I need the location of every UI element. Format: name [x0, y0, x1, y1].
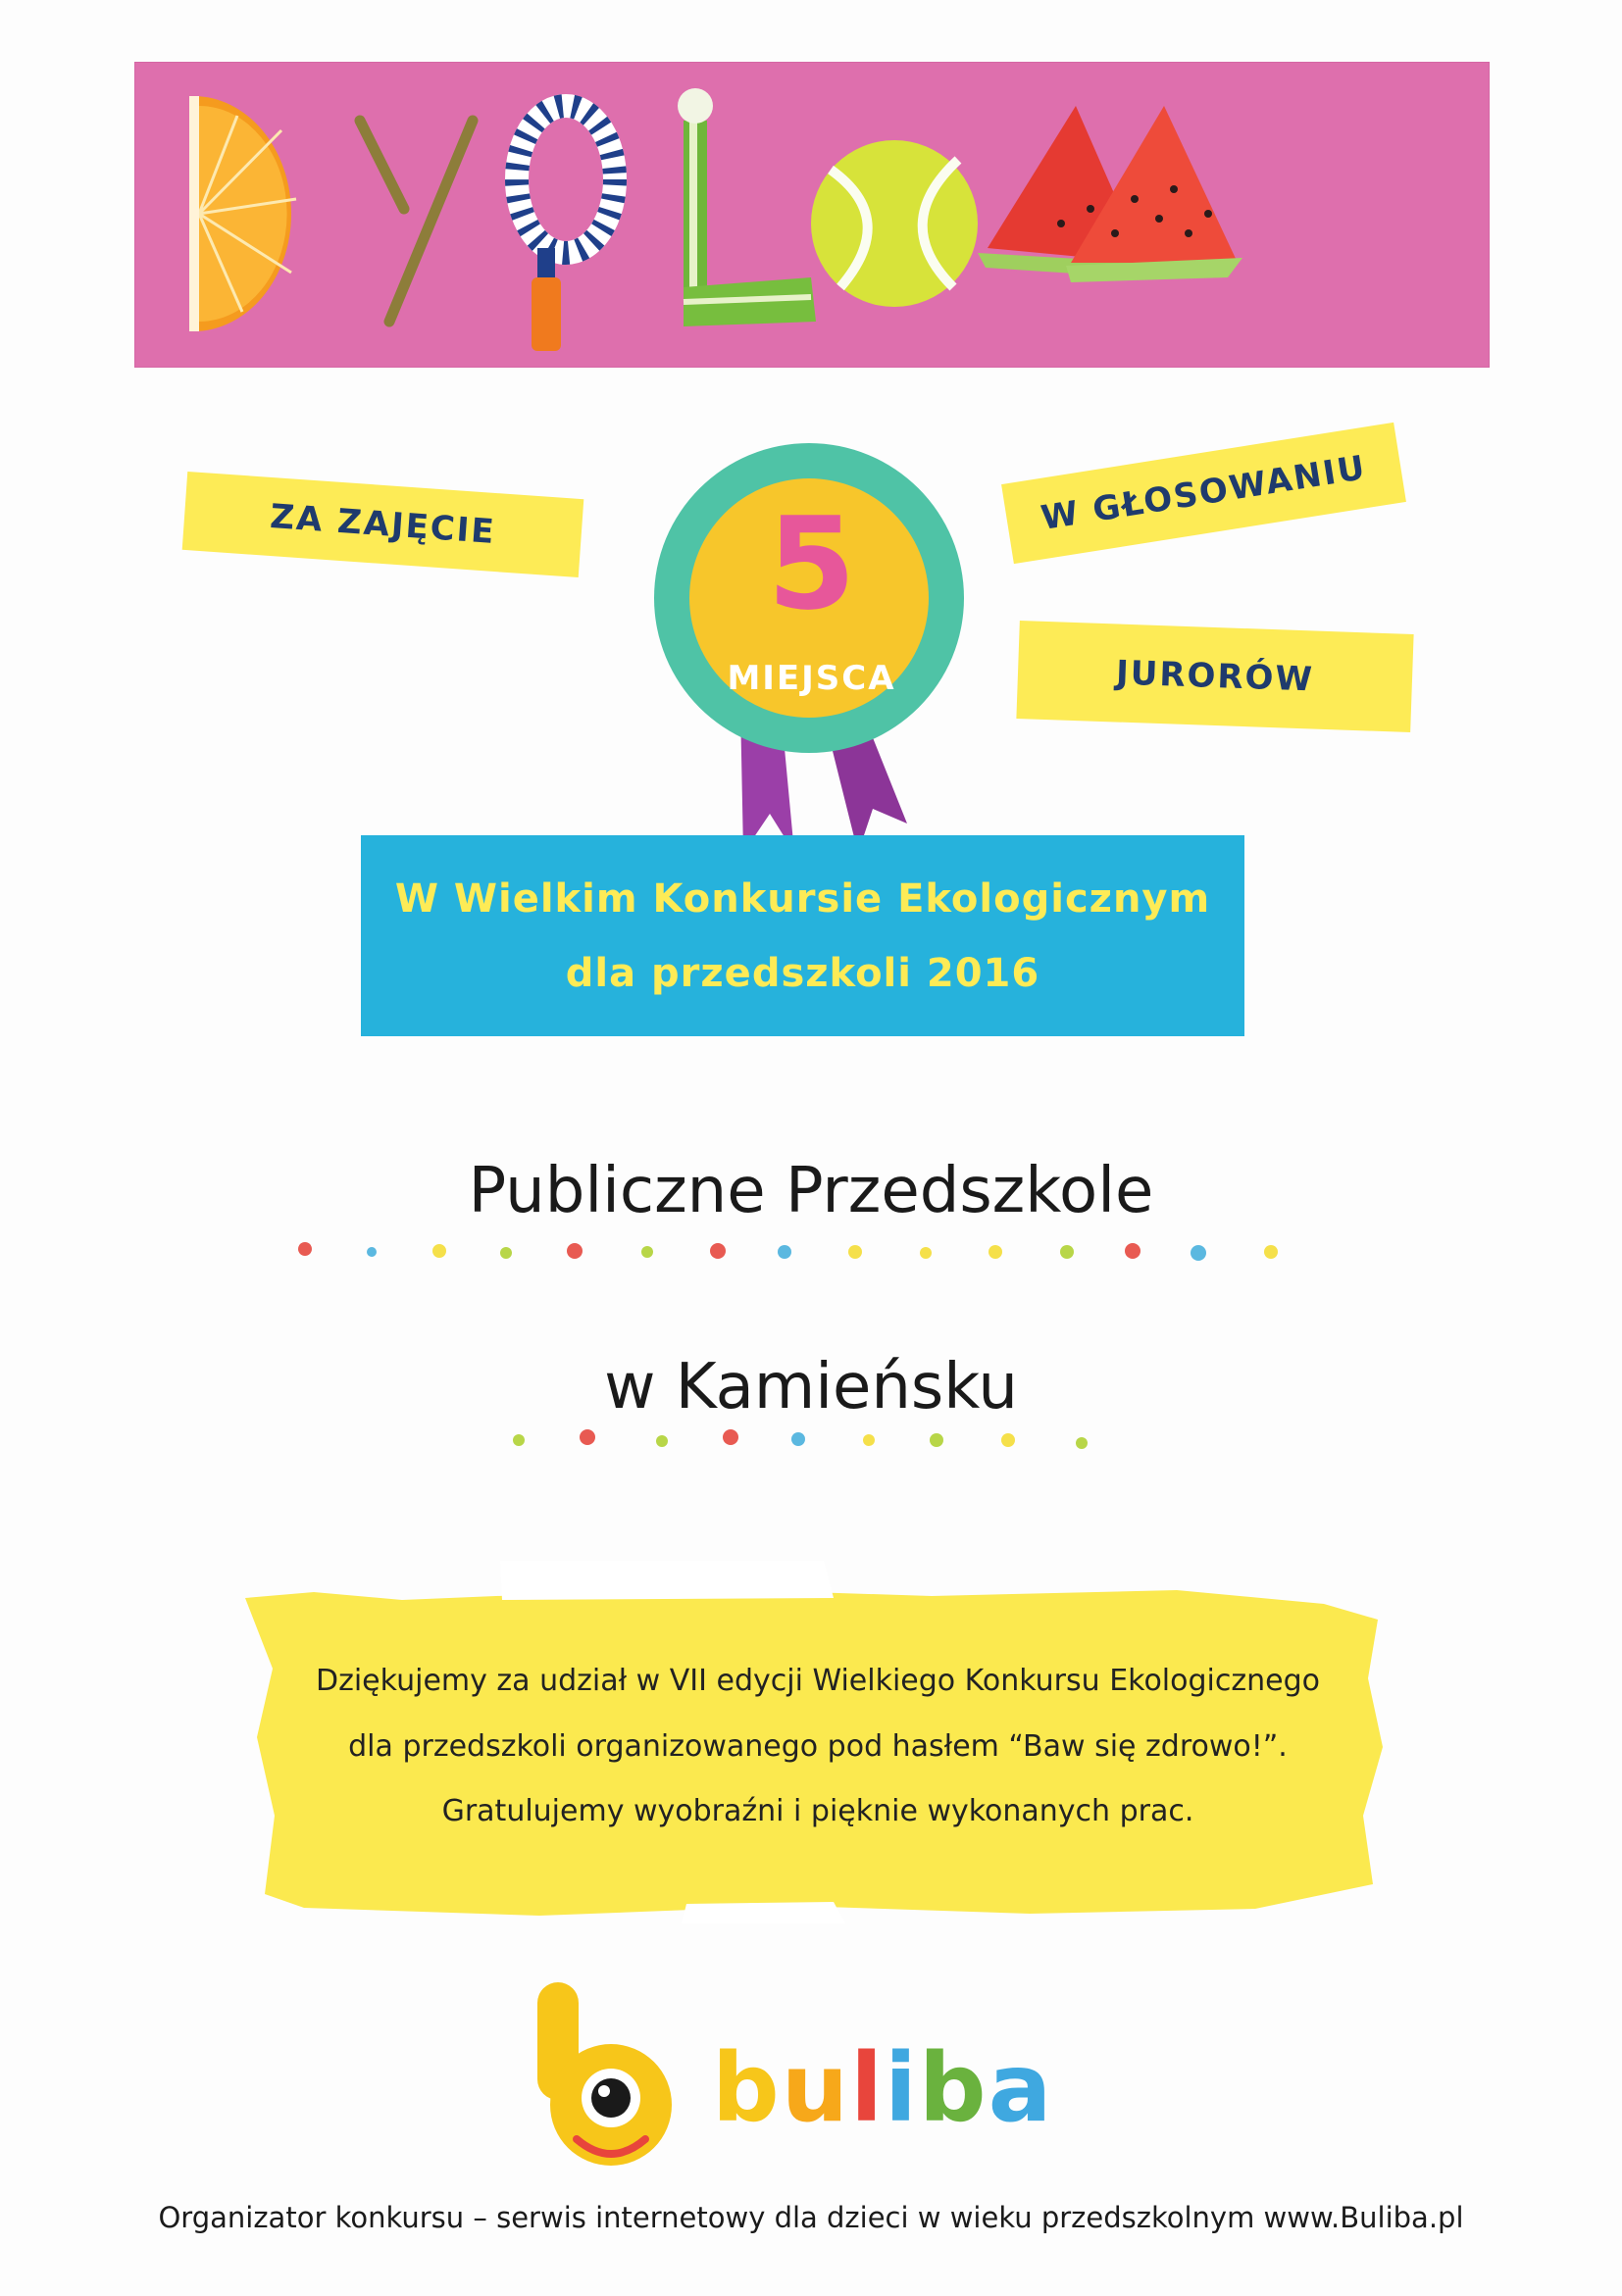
recipient-line-2: w Kamieńsku	[604, 1351, 1018, 1423]
buliba-logo	[537, 1982, 1087, 2169]
organizer-footer: Organizator konkursu – serwis internetowy dla dzieci w wieku przedszkolnym www.Buliba.pl	[158, 2201, 1464, 2234]
recipient-line-1: Publiczne Przedszkole	[468, 1155, 1154, 1227]
logo-letter: b	[918, 2033, 988, 2143]
place-caption: MIEJSCA	[727, 659, 896, 698]
logo-letter: a	[988, 2033, 1054, 2143]
logo-letter: u	[781, 2033, 851, 2143]
logo-letter: b	[712, 2033, 782, 2143]
logo-letter: l	[850, 2033, 885, 2143]
thanks-line-1: Dziękujemy za udział w VII edycji Wielkiego Konkursu Ekologicznego	[316, 1664, 1320, 1698]
contest-line-1: W Wielkim Konkursie Ekologicznym	[394, 876, 1211, 922]
label-w-glosowaniu: W GŁOSOWANIU	[1001, 423, 1406, 564]
thanks-line-3: Gratulujemy wyobraźni i pięknie wykonanych prac.	[441, 1794, 1194, 1828]
logo-letter: i	[884, 2033, 919, 2143]
contest-line-2: dla przedszkoli 2016	[565, 951, 1040, 996]
place-number: 5	[767, 489, 856, 638]
thanks-line-2: dla przedszkoli organizowanego pod hasłem “Baw się zdrowo!”.	[348, 1729, 1288, 1764]
label-za-zajecie: ZA ZAJĘCIE	[182, 472, 584, 577]
buliba-wordmark	[712, 2033, 1054, 2143]
label-jurorow: JURORÓW	[1016, 621, 1413, 732]
thanks-note	[245, 1561, 1391, 1923]
